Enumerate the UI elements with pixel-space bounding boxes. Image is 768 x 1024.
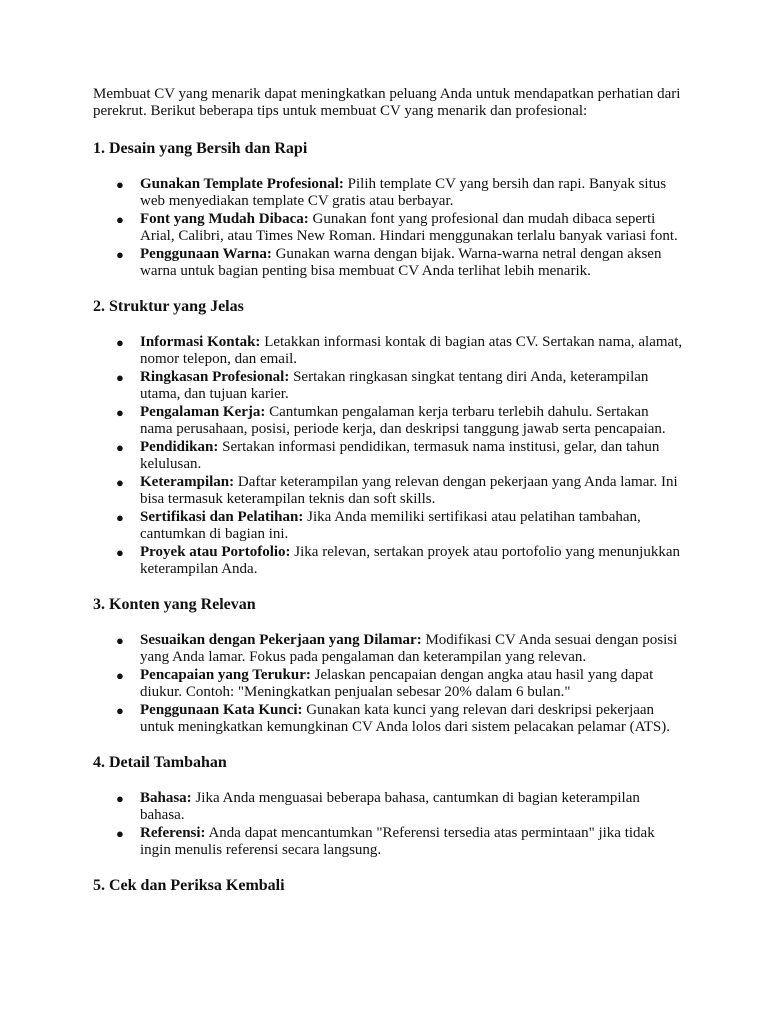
tip-term: Penggunaan Warna: bbox=[140, 246, 272, 262]
bullet-icon: ● bbox=[116, 177, 124, 192]
tip-text: Jelaskan pencapaian dengan angka atau hasil yang dapat diukur. Contoh: "Meningkatkan penjualan sebesar 20% dalam 6 bulan." bbox=[140, 667, 654, 700]
tip-term: Proyek atau Portofolio: bbox=[140, 544, 291, 560]
tip-text: Letakkan informasi kontak di bagian atas CV. Sertakan nama, alamat, nomor telepon, dan email. bbox=[140, 334, 683, 367]
tip-term: Keterampilan: bbox=[140, 474, 235, 490]
tip-term: Ringkasan Profesional: bbox=[140, 369, 290, 385]
intro-paragraph: Membuat CV yang menarik dapat meningkatkan peluang Anda untuk mendapatkan perhatian dari perekrut. Berikut beberapa tips untuk membuat CV yang menarik dan profesional: bbox=[93, 86, 681, 119]
section-heading-struktur: 2. Struktur yang Jelas bbox=[93, 298, 244, 315]
bullet-icon: ● bbox=[116, 668, 124, 683]
list-item bbox=[93, 544, 683, 578]
section-heading-desain: 1. Desain yang Bersih dan Rapi bbox=[93, 140, 308, 157]
section-heading-detail: 4. Detail Tambahan bbox=[93, 754, 227, 771]
list-item bbox=[93, 790, 683, 824]
bullet-icon: ● bbox=[116, 791, 124, 806]
list-item bbox=[93, 246, 683, 280]
list-item bbox=[93, 667, 683, 701]
list-item bbox=[93, 474, 683, 508]
tip-text: Gunakan warna dengan bijak. Warna-warna netral dengan aksen warna untuk bagian penting bisa membuat CV Anda terlihat lebih menarik. bbox=[140, 246, 662, 279]
bullet-icon: ● bbox=[116, 440, 124, 455]
tip-text: Gunakan font yang profesional dan mudah dibaca seperti Arial, Calibri, atau Times New Roman. Hindari menggunakan terlalu banyak variasi font. bbox=[140, 211, 678, 244]
bullet-icon: ● bbox=[116, 405, 124, 420]
tip-text: Jika relevan, sertakan proyek atau portofolio yang menunjukkan keterampilan Anda. bbox=[140, 544, 680, 577]
tip-text: Jika Anda menguasai beberapa bahasa, cantumkan di bagian keterampilan bahasa. bbox=[140, 790, 640, 823]
bullet-icon: ● bbox=[116, 475, 124, 490]
tip-text: Jika Anda memiliki sertifikasi atau pelatihan tambahan, cantumkan di bagian ini. bbox=[140, 509, 641, 542]
bullet-icon: ● bbox=[116, 633, 124, 648]
tip-text: Sertakan ringkasan singkat tentang diri Anda, keterampilan utama, dan tujuan karier. bbox=[140, 369, 649, 402]
bullet-icon: ● bbox=[116, 826, 124, 841]
tip-text: Sertakan informasi pendidikan, termasuk nama institusi, gelar, dan tahun kelulusan. bbox=[140, 439, 660, 472]
list-item bbox=[93, 632, 683, 666]
section-heading-cek: 5. Cek dan Periksa Kembali bbox=[93, 877, 285, 894]
bullet-icon: ● bbox=[116, 335, 124, 350]
tip-term: Pencapaian yang Terukur: bbox=[140, 667, 311, 683]
tip-term: Referensi: bbox=[140, 825, 206, 841]
list-item bbox=[93, 509, 683, 543]
tip-term: Bahasa: bbox=[140, 790, 192, 806]
tip-term: Font yang Mudah Dibaca: bbox=[140, 211, 309, 227]
bullet-icon: ● bbox=[116, 703, 124, 718]
list-item bbox=[93, 825, 683, 859]
list-item bbox=[93, 176, 683, 210]
list-item bbox=[93, 369, 683, 403]
tip-text: Gunakan kata kunci yang relevan dari deskripsi pekerjaan untuk meningkatkan kemungkinan CV Anda lolos dari sistem pelacakan pelamar (ATS). bbox=[140, 702, 671, 735]
tip-term: Sesuaikan dengan Pekerjaan yang Dilamar: bbox=[140, 632, 422, 648]
bullet-icon: ● bbox=[116, 212, 124, 227]
tip-term: Gunakan Template Profesional: bbox=[140, 176, 344, 192]
tip-text: Pilih template CV yang bersih dan rapi. Banyak situs web menyediakan template CV gratis atau berbayar. bbox=[140, 176, 667, 209]
list-item bbox=[93, 211, 683, 245]
tip-term: Pendidikan: bbox=[140, 439, 219, 455]
tip-text: Daftar keterampilan yang relevan dengan pekerjaan yang Anda lamar. Ini bisa termasuk keterampilan teknis dan soft skills. bbox=[140, 474, 678, 507]
section-heading-konten: 3. Konten yang Relevan bbox=[93, 596, 256, 613]
bullet-icon: ● bbox=[116, 247, 124, 262]
tip-text: Anda dapat mencantumkan "Referensi tersedia atas permintaan" jika tidak ingin menulis referensi secara langsung. bbox=[140, 825, 655, 858]
tip-term: Pengalaman Kerja: bbox=[140, 404, 266, 420]
tip-term: Sertifikasi dan Pelatihan: bbox=[140, 509, 304, 525]
tips-list-detail bbox=[93, 790, 683, 859]
list-item bbox=[93, 439, 683, 473]
list-item bbox=[93, 404, 683, 438]
tip-term: Informasi Kontak: bbox=[140, 334, 261, 350]
bullet-icon: ● bbox=[116, 370, 124, 385]
tip-text: Cantumkan pengalaman kerja terbaru terlebih dahulu. Sertakan nama perusahaan, posisi, periode kerja, dan deskripsi tanggung jawab serta pencapaian. bbox=[140, 404, 666, 437]
tips-list-struktur bbox=[93, 334, 683, 578]
bullet-icon: ● bbox=[116, 510, 124, 525]
list-item bbox=[93, 702, 683, 736]
tip-text: Modifikasi CV Anda sesuai dengan posisi yang Anda lamar. Fokus pada pengalaman dan keterampilan yang relevan. bbox=[140, 632, 678, 665]
tip-term: Penggunaan Kata Kunci: bbox=[140, 702, 303, 718]
tips-list-desain bbox=[93, 176, 683, 280]
list-item bbox=[93, 334, 683, 368]
document-page bbox=[93, 86, 683, 913]
tips-list-konten bbox=[93, 632, 683, 736]
bullet-icon: ● bbox=[116, 545, 124, 560]
